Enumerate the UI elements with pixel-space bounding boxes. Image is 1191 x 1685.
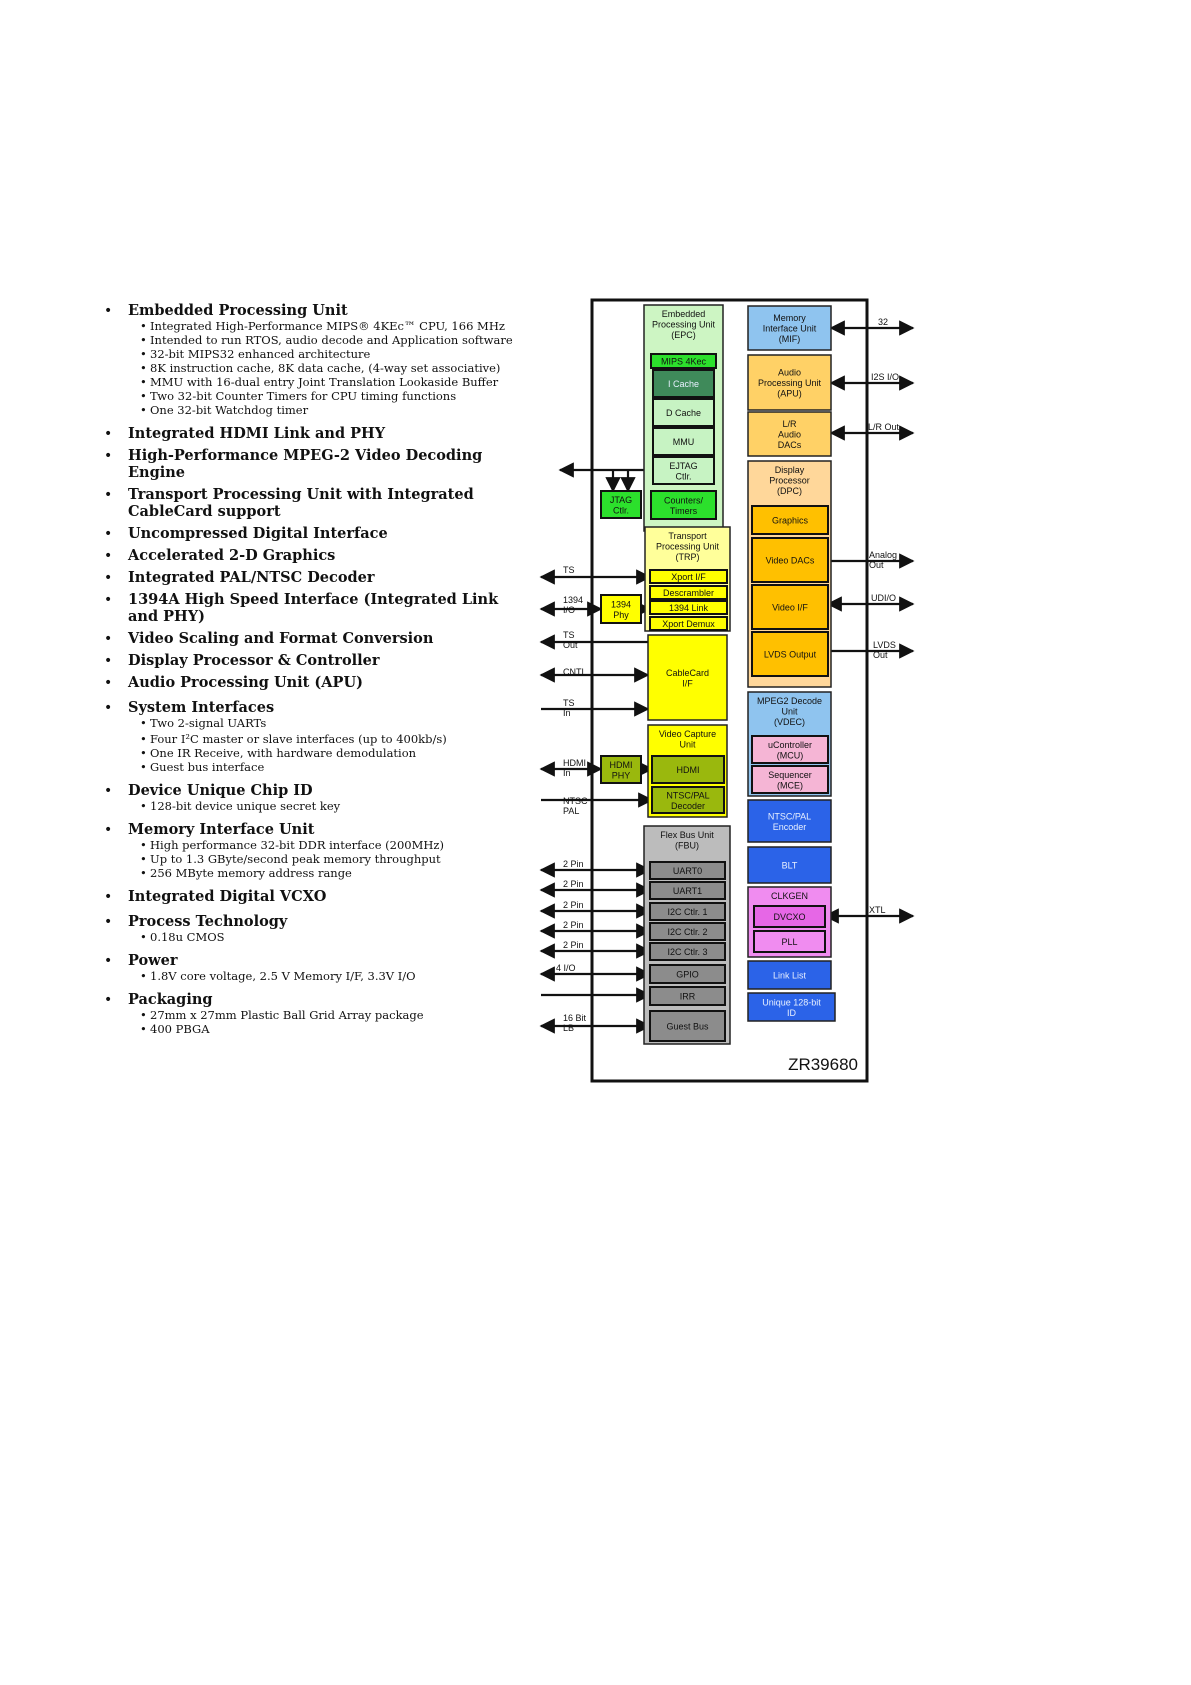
block-link1394-label: 1394 Link xyxy=(668,603,709,613)
feature-title: Integrated Digital VCXO xyxy=(128,888,327,905)
block-lvds-label: LVDS Output xyxy=(763,649,817,660)
feature-sub-item: • 1.8V core voltage, 2.5 V Memory I/F, 3.3V I/O xyxy=(140,969,533,983)
block-phy1394-label: Phy xyxy=(613,609,629,620)
pin-label-io4 xyxy=(556,963,576,973)
pin-label-text: 2 Pin xyxy=(563,900,584,910)
block-apu-label: (APU) xyxy=(777,388,802,399)
bullet-icon: • xyxy=(104,570,113,586)
block-trp-label: Processing Unit xyxy=(655,541,720,552)
bullet-icon: • xyxy=(104,592,113,608)
block-fbu-label: Flex Bus Unit xyxy=(660,830,714,840)
pin-label-text: L/R Out xyxy=(868,422,900,432)
block-cablecard-label: CableCard xyxy=(665,667,710,678)
feature-sub-item: • 8K instruction cache, 8K data cache, (4-way set associative) xyxy=(140,361,533,375)
block-descrambler-label: Descrambler xyxy=(662,588,715,598)
feature-title: Display Processor & Controller xyxy=(128,652,380,669)
feature-item xyxy=(104,547,533,564)
block-mcu xyxy=(752,736,828,763)
block-mif xyxy=(748,306,831,350)
feature-title: Accelerated 2-D Graphics xyxy=(128,547,336,564)
block-i2c3 xyxy=(650,943,725,960)
feature-title: Power xyxy=(128,952,178,969)
block-blt xyxy=(748,847,831,883)
block-gpio-label: GPIO xyxy=(676,969,699,980)
block-dvcxo xyxy=(754,906,825,927)
block-dcache-label: D Cache xyxy=(665,408,702,418)
feature-title: Device Unique Chip ID xyxy=(128,782,313,799)
feature-item xyxy=(104,952,533,983)
pin-label-io1394 xyxy=(563,595,583,615)
block-mmu xyxy=(653,428,714,455)
feature-sub-item: • MMU with 16-dual entry Joint Translation Lookaside Buffer xyxy=(140,375,533,389)
block-cablecard-label: I/F xyxy=(682,678,693,689)
block-epc-label: Embedded xyxy=(661,309,706,319)
block-jtag-label: JTAG xyxy=(609,494,633,505)
bullet-icon: • xyxy=(104,992,113,1008)
chip-name: ZR39680 xyxy=(788,1055,858,1074)
pin-label-text: Out xyxy=(869,560,884,570)
feature-sub-item: • Guest bus interface xyxy=(140,760,533,774)
pin-label-text: In xyxy=(563,708,571,718)
feature-item xyxy=(104,302,533,417)
block-blt-label: BLT xyxy=(781,860,798,871)
feature-title: Uncompressed Digital Interface xyxy=(128,525,388,542)
block-pll-label: PLL xyxy=(781,937,798,947)
pin-label-text: 2 Pin xyxy=(563,920,584,930)
block-lvds xyxy=(752,632,828,676)
block-icache xyxy=(653,370,714,397)
block-hdmiphy-label: HDMI xyxy=(609,759,633,770)
block-counters-label: Timers xyxy=(669,505,698,516)
pin-label-xtl xyxy=(869,905,886,915)
block-jtag xyxy=(601,491,641,518)
feature-title: High-Performance MPEG-2 Video Decoding Engine xyxy=(128,447,483,481)
block-videoif-label: Video I/F xyxy=(772,602,808,613)
bullet-icon: • xyxy=(104,487,113,503)
block-uart0-label: UART0 xyxy=(672,866,703,876)
block-pll xyxy=(754,931,825,952)
pin-label-text: 4 I/O xyxy=(556,963,576,973)
block-i2c1-label: I2C Ctlr. 1 xyxy=(667,907,708,917)
block-vcu-label: Unit xyxy=(679,739,696,750)
feature-title: Memory Interface Unit xyxy=(128,821,315,838)
block-mif-label: (MIF) xyxy=(778,334,801,344)
block-epc-label: Processing Unit xyxy=(651,319,716,330)
bullet-icon: • xyxy=(104,653,113,669)
block-mips xyxy=(651,354,716,368)
block-link1394 xyxy=(650,601,727,614)
bullet-icon: • xyxy=(104,889,113,905)
feature-sub-item: • Two 2-signal UARTs xyxy=(140,716,533,730)
block-mif-label: Memory xyxy=(773,313,806,323)
feature-sub-item: • Intended to run RTOS, audio decode and Application software xyxy=(140,333,533,347)
pin-label-text: HDMI xyxy=(563,758,586,768)
block-hdmi xyxy=(652,756,724,783)
pin-label-i2sio xyxy=(871,372,899,382)
feature-sub-item: • 32-bit MIPS32 enhanced architecture xyxy=(140,347,533,361)
block-videoif xyxy=(752,585,828,629)
block-mmu-label: MMU xyxy=(672,437,695,447)
bullet-icon: • xyxy=(104,426,113,442)
block-trp-label: Transport xyxy=(668,531,707,541)
block-counters-label: Counters/ xyxy=(663,495,704,506)
feature-item xyxy=(104,782,533,813)
feature-sub-item: • Two 32-bit Counter Timers for CPU timing functions xyxy=(140,389,533,403)
pin-label-lb16 xyxy=(563,1013,587,1033)
block-lr xyxy=(748,412,831,456)
block-ntscenc-label: Encoder xyxy=(772,821,807,832)
feature-title: Integrated HDMI Link and PHY xyxy=(128,425,386,442)
pin-label-text: Out xyxy=(873,650,888,660)
pin-label-text: NTSC xyxy=(563,796,588,806)
block-i2c2-label: I2C Ctlr. 2 xyxy=(667,927,708,937)
pin-label-pin2a xyxy=(563,859,584,869)
bullet-icon: • xyxy=(104,526,113,542)
block-videodacs xyxy=(752,538,828,582)
bullet-icon: • xyxy=(104,822,113,838)
block-dcache xyxy=(653,399,714,426)
feature-title: System Interfaces xyxy=(128,699,275,716)
block-cablecard xyxy=(648,635,727,720)
block-mce-label: (MCE) xyxy=(777,780,803,791)
feature-title: Video Scaling and Format Conversion xyxy=(128,630,434,647)
block-counters xyxy=(651,491,716,519)
feature-item xyxy=(104,591,533,625)
feature-sub-item: • 256 MByte memory address range xyxy=(140,866,533,880)
block-mips-label: MIPS 4Kec xyxy=(660,356,707,367)
pin-label-pin2b xyxy=(563,879,584,889)
feature-sub-item: • 27mm x 27mm Plastic Ball Grid Array package xyxy=(140,1008,533,1022)
feature-sub-item: • One IR Receive, with hardware demodulation xyxy=(140,746,533,760)
block-clkgen-label: CLKGEN xyxy=(770,891,809,901)
bullet-icon: • xyxy=(104,303,113,319)
block-guestbus-label: Guest Bus xyxy=(666,1021,709,1032)
pin-label-text: 1394 xyxy=(563,595,584,605)
block-i2c2 xyxy=(650,923,725,940)
feature-title: Packaging xyxy=(128,991,213,1008)
feature-sub-list xyxy=(128,1008,533,1036)
block-descrambler xyxy=(650,586,727,599)
block-vdec-label: Unit xyxy=(781,706,798,717)
feature-item xyxy=(104,674,533,691)
pin-label-ts1 xyxy=(563,565,575,575)
bullet-icon: • xyxy=(104,953,113,969)
block-ejtag-label: EJTAG xyxy=(669,460,698,471)
pin-label-text: In xyxy=(563,768,571,778)
pin-label-text: TS xyxy=(563,698,575,708)
pin-label-mem32 xyxy=(878,317,888,327)
block-vdec-label: (VDEC) xyxy=(774,717,805,727)
pin-label-text: Analog xyxy=(869,550,898,560)
block-xportdemux xyxy=(650,617,727,630)
block-ntscdec xyxy=(652,787,724,813)
block-mce xyxy=(752,766,828,793)
bullet-icon: • xyxy=(104,631,113,647)
block-gpio xyxy=(650,965,725,983)
block-xportif-label: Xport I/F xyxy=(671,572,706,582)
pin-label-text: LB xyxy=(563,1023,575,1033)
block-lr-label: DACs xyxy=(777,440,802,450)
block-epc-label: (EPC) xyxy=(671,330,696,340)
pin-label-cntl xyxy=(563,667,587,677)
pin-label-text: CNTL xyxy=(563,667,587,677)
block-apu-label: Processing Unit xyxy=(757,378,822,388)
feature-sub-list xyxy=(128,799,533,813)
block-i2c1 xyxy=(650,903,725,920)
pin-label-text: 16 Bit xyxy=(563,1013,587,1023)
block-fbu-label: (FBU) xyxy=(675,840,699,851)
block-guestbus xyxy=(650,1011,725,1041)
bullet-icon: • xyxy=(104,700,113,716)
block-ntscdec-label: Decoder xyxy=(670,800,706,811)
feature-title: Integrated PAL/NTSC Decoder xyxy=(128,569,375,586)
block-uart0 xyxy=(650,862,725,879)
feature-sub-list xyxy=(128,319,533,417)
pin-label-pin2c xyxy=(563,900,584,910)
feature-item xyxy=(104,991,533,1036)
pin-label-lrout xyxy=(868,422,900,432)
pin-label-text: 2 Pin xyxy=(563,859,584,869)
pin-label-text: LVDS xyxy=(873,640,896,650)
block-uniqueid xyxy=(748,993,835,1021)
feature-item xyxy=(104,486,533,520)
pin-label-text: TS xyxy=(563,565,575,575)
block-trp-label: (TRP) xyxy=(675,552,700,562)
feature-sub-item: • Integrated High-Performance MIPS® 4KEc™ CPU, 166 MHz xyxy=(140,319,533,333)
feature-title: Transport Processing Unit with Integrated CableCard support xyxy=(128,486,474,520)
block-ntscenc xyxy=(748,800,831,842)
block-graphics xyxy=(752,506,828,534)
block-i2c3-label: I2C Ctlr. 3 xyxy=(667,947,708,957)
feature-title: Process Technology xyxy=(128,913,288,930)
feature-list xyxy=(104,302,533,1036)
block-videodacs-label: Video DACs xyxy=(765,555,815,566)
block-uart1-label: UART1 xyxy=(672,886,703,896)
block-lr-label: Audio xyxy=(777,429,802,440)
pin-label-text: 2 Pin xyxy=(563,879,584,889)
feature-sub-item: • 0.18u CMOS xyxy=(140,930,533,944)
block-hdmi-label: HDMI xyxy=(676,765,700,775)
feature-item xyxy=(104,525,533,542)
block-hdmiphy xyxy=(601,756,641,783)
feature-title: Embedded Processing Unit xyxy=(128,302,348,319)
pin-label-text: XTL xyxy=(869,905,886,915)
block-ejtag-label: Ctlr. xyxy=(675,471,692,482)
pin-label-text: 2 Pin xyxy=(563,940,584,950)
feature-sub-item: • High performance 32-bit DDR interface (200MHz) xyxy=(140,838,533,852)
feature-item xyxy=(104,447,533,481)
block-uniqueid-label: Unique 128-bit xyxy=(762,997,821,1008)
pin-label-text: I2S I/O xyxy=(871,372,900,382)
block-dpc-label: (DPC) xyxy=(777,486,802,496)
feature-sub-list xyxy=(128,930,533,944)
feature-item xyxy=(104,888,533,905)
block-uart1 xyxy=(650,882,725,899)
feature-sub-item: • 400 PBGA xyxy=(140,1022,533,1036)
pin-label-pin2e xyxy=(563,940,584,950)
block-apu xyxy=(748,355,831,410)
feature-item xyxy=(104,569,533,586)
pin-label-text: PAL xyxy=(563,806,580,816)
pin-label-text: Out xyxy=(563,640,578,650)
block-vdec-label: MPEG2 Decode xyxy=(756,696,823,706)
block-dvcxo-label: DVCXO xyxy=(773,912,806,922)
block-ejtag xyxy=(653,457,714,484)
feature-sub-item: • One 32-bit Watchdog timer xyxy=(140,403,533,417)
block-phy1394 xyxy=(601,595,641,623)
feature-sub-item: • 128-bit device unique secret key xyxy=(140,799,533,813)
pin-label-udio xyxy=(871,593,896,603)
block-phy1394-label: 1394 xyxy=(610,599,632,610)
pin-label-text: I/O xyxy=(563,605,576,615)
block-mcu-label: uController xyxy=(767,739,813,750)
bullet-icon: • xyxy=(104,914,113,930)
feature-item xyxy=(104,821,533,880)
block-lr-label: L/R xyxy=(782,419,797,429)
pin-label-text: TS xyxy=(563,630,575,640)
feature-item xyxy=(104,699,533,774)
pin-label-pin2d xyxy=(563,920,584,930)
block-uniqueid-label: ID xyxy=(787,1007,796,1018)
pin-label-tsout xyxy=(563,630,578,650)
block-xportif xyxy=(650,570,727,583)
feature-title: Audio Processing Unit (APU) xyxy=(128,674,363,691)
pin-label-ntscpal xyxy=(563,796,588,816)
block-dpc-label: Processor xyxy=(769,475,810,486)
block-mif-label: Interface Unit xyxy=(762,323,817,334)
block-irr xyxy=(650,987,725,1005)
feature-item xyxy=(104,630,533,647)
block-graphics-label: Graphics xyxy=(771,515,809,526)
feature-sub-item: • Up to 1.3 GByte/second peak memory throughput xyxy=(140,852,533,866)
bullet-icon: • xyxy=(104,548,113,564)
block-ntscenc-label: NTSC/PAL xyxy=(767,811,812,822)
block-ntscdec-label: NTSC/PAL xyxy=(666,790,710,801)
feature-item xyxy=(104,652,533,669)
pin-label-text: 32 xyxy=(878,317,889,327)
feature-title: 1394A High Speed Interface (Integrated Link and PHY) xyxy=(128,591,499,625)
block-linklist xyxy=(748,961,831,989)
bullet-icon: • xyxy=(104,448,113,464)
block-xportdemux-label: Xport Demux xyxy=(662,619,715,629)
feature-sub-list xyxy=(128,716,533,774)
feature-sub-item: • Four I²C master or slave interfaces (up to 400kb/s) xyxy=(140,732,533,746)
feature-sub-list xyxy=(128,969,533,983)
bullet-icon: • xyxy=(104,675,113,691)
block-mce-label: Sequencer xyxy=(768,769,812,780)
block-icache-label: I Cache xyxy=(667,379,700,389)
block-hdmiphy-label: PHY xyxy=(611,770,631,781)
pin-label-text: UDI/O xyxy=(871,593,897,603)
feature-item xyxy=(104,425,533,442)
block-apu-label: Audio xyxy=(777,367,802,378)
block-dpc-label: Display xyxy=(774,465,805,475)
block-jtag-label: Ctlr. xyxy=(612,505,630,516)
block-vcu-label: Video Capture xyxy=(658,729,717,739)
bullet-icon: • xyxy=(104,783,113,799)
block-mcu-label: (MCU) xyxy=(776,750,804,761)
feature-item xyxy=(104,913,533,944)
block-linklist-label: Link List xyxy=(772,970,807,981)
block-irr-label: IRR xyxy=(679,991,696,1002)
feature-sub-list xyxy=(128,838,533,880)
